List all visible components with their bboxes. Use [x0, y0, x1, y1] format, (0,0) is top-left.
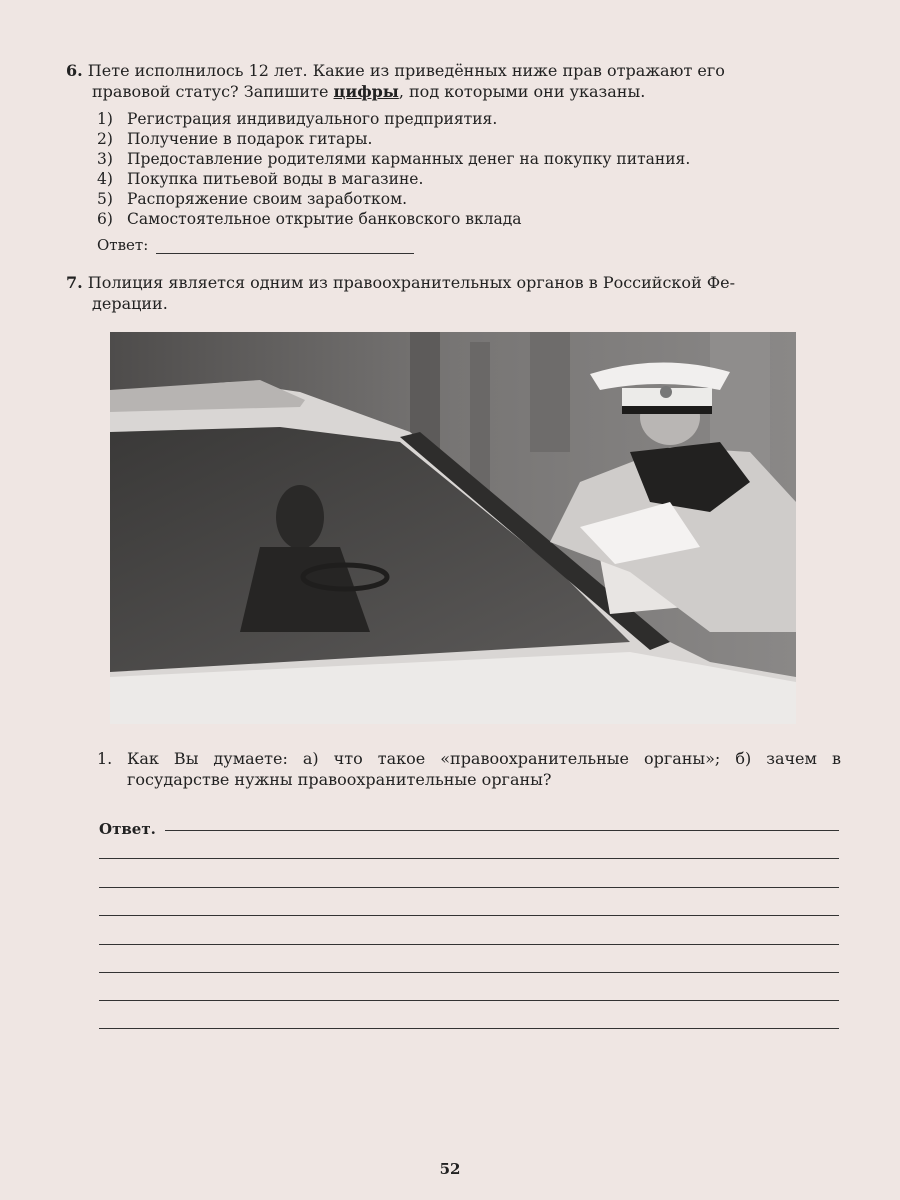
task-6-answer: [97, 236, 414, 254]
task-7-text-2: дерации.: [92, 294, 168, 313]
option-text: Предоставление родителями карманных денег на покупку питания.: [127, 150, 691, 168]
option-5: [97, 189, 797, 209]
task-6-text-2a: правовой статус? Запишите: [92, 82, 334, 101]
answer-line[interactable]: [99, 1028, 839, 1029]
subquestion-number: 1.: [97, 749, 113, 768]
option-text: Покупка питьевой воды в магазине.: [127, 170, 424, 188]
police-photo-illustration: [110, 332, 796, 724]
answer-line[interactable]: [99, 858, 839, 859]
option-number: 4): [97, 170, 113, 188]
page-number: 52: [439, 1160, 461, 1178]
answer-line[interactable]: [99, 1000, 839, 1001]
task-7-subquestion: [97, 748, 841, 789]
option-number: 6): [97, 210, 113, 228]
task-6-number: 6.: [66, 61, 83, 80]
option-number: 1): [97, 110, 113, 128]
option-text: Распоряжение своим заработком.: [127, 190, 408, 208]
option-4: [97, 169, 797, 189]
option-3: [97, 149, 797, 169]
option-text: Самостоятельное открытие банковского вклада: [127, 210, 522, 228]
task-6-text-2b: , под которыми они указаны.: [398, 82, 646, 101]
task-6-answer-line[interactable]: [156, 239, 414, 254]
task-6-answer-label: Ответ:: [97, 236, 149, 254]
option-number: 2): [97, 130, 113, 148]
answer-line[interactable]: [99, 944, 839, 945]
option-text: Получение в подарок гитары.: [127, 130, 373, 148]
task-6-emphasis: цифры: [333, 82, 399, 101]
option-number: 5): [97, 190, 113, 208]
answer-line[interactable]: [99, 972, 839, 973]
task-7-text-1: Полиция является одним из правоохранительных органов в Российской Фе-: [87, 273, 735, 292]
police-photo: [110, 332, 796, 724]
subquestion-text: Как Вы думаете: а) что такое «правоохранительные органы»; б) зачем в государстве нужны правоохранительные органы?: [127, 749, 841, 789]
task-7-question: [66, 272, 842, 314]
option-2: [97, 129, 797, 149]
answer-line[interactable]: [165, 830, 839, 831]
task-7-line-1: [66, 272, 842, 293]
task-6-options-list: [97, 109, 797, 229]
task-7-line-2: [66, 293, 842, 314]
task-6-question: [66, 60, 842, 102]
answer-line[interactable]: [99, 915, 839, 916]
option-text: Регистрация индивидуального предприятия.: [127, 110, 498, 128]
task-7-answer-label: Ответ.: [99, 820, 156, 838]
option-1: [97, 109, 797, 129]
task-7-number: 7.: [66, 273, 83, 292]
option-number: 3): [97, 150, 113, 168]
task-6-text-1: Пете исполнилось 12 лет. Какие из приведённых ниже прав отражают его: [87, 61, 725, 80]
option-6: [97, 209, 797, 229]
answer-line[interactable]: [99, 887, 839, 888]
task-6-line-1: [66, 60, 842, 81]
task-6-line-2: [66, 81, 842, 102]
